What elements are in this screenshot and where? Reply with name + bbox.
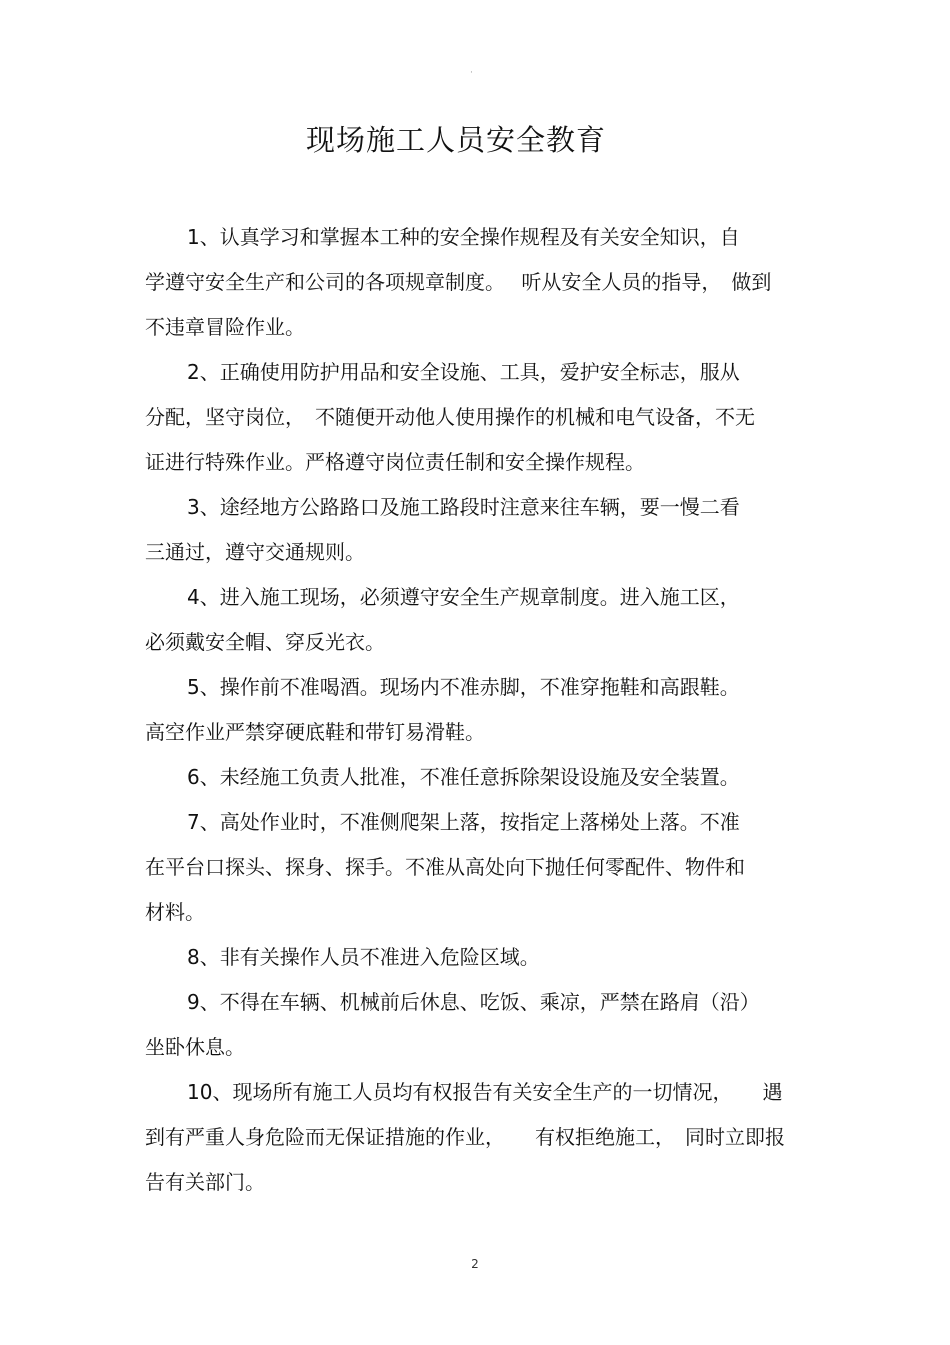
rule-8-line-1: 8、非有关操作人员不准进入危险区域。 bbox=[187, 945, 540, 969]
rule-1-line-3: 不违章冒险作业。 bbox=[145, 315, 305, 339]
rule-7-line-1: 7、高处作业时，不准侧爬架上落，按指定上落梯处上落。不准 bbox=[187, 810, 740, 834]
page-number: 2 bbox=[471, 1257, 479, 1271]
rule-10-line-1: 10、现场所有施工人员均有权报告有关安全生产的一切情况， 遇 bbox=[187, 1080, 783, 1104]
header-mark: · bbox=[470, 68, 473, 78]
rule-2-line-1: 2、正确使用防护用品和安全设施、工具，爱护安全标志，服从 bbox=[187, 360, 740, 384]
rule-6-line-1: 6、未经施工负责人批准，不准任意拆除架设设施及安全装置。 bbox=[187, 765, 740, 789]
rule-5-line-2: 高空作业严禁穿硬底鞋和带钉易滑鞋。 bbox=[145, 720, 485, 744]
rule-10-line-2: 到有严重人身危险而无保证措施的作业， 有权拒绝施工， 同时立即报 bbox=[145, 1125, 785, 1149]
rule-3-line-1: 3、途经地方公路路口及施工路段时注意来往车辆，要一慢二看 bbox=[187, 495, 740, 519]
rule-9-line-1: 9、不得在车辆、机械前后休息、吃饭、乘凉，严禁在路肩（沿） bbox=[187, 990, 760, 1014]
rule-2-line-2: 分配，坚守岗位， 不随便开动他人使用操作的机械和电气设备，不无 bbox=[145, 405, 755, 429]
rule-10-line-3: 告有关部门。 bbox=[145, 1170, 265, 1194]
document-body bbox=[145, 215, 810, 1205]
rule-7-line-3: 材料。 bbox=[145, 900, 205, 924]
rule-7-line-2: 在平台口探头、探身、探手。不准从高处向下抛任何零配件、物件和 bbox=[145, 855, 745, 879]
rule-3-line-2: 三通过，遵守交通规则。 bbox=[145, 540, 365, 564]
rule-4-line-2: 必须戴安全帽、穿反光衣。 bbox=[145, 630, 385, 654]
rule-9-line-2: 坐卧休息。 bbox=[145, 1035, 245, 1059]
rule-4-line-1: 4、进入施工现场，必须遵守安全生产规章制度。进入施工区， bbox=[187, 585, 740, 609]
rule-1-line-1: 1、认真学习和掌握本工种的安全操作规程及有关安全知识，自 bbox=[187, 225, 740, 249]
rule-5-line-1: 5、操作前不准喝酒。现场内不准赤脚，不准穿拖鞋和高跟鞋。 bbox=[187, 675, 740, 699]
document-title: 现场施工人员安全教育 bbox=[305, 123, 606, 157]
rule-2-line-3: 证进行特殊作业。严格遵守岗位责任制和安全操作规程。 bbox=[145, 450, 645, 474]
rule-1-line-2: 学遵守安全生产和公司的各项规章制度。 听从安全人员的指导， 做到 bbox=[145, 270, 772, 294]
